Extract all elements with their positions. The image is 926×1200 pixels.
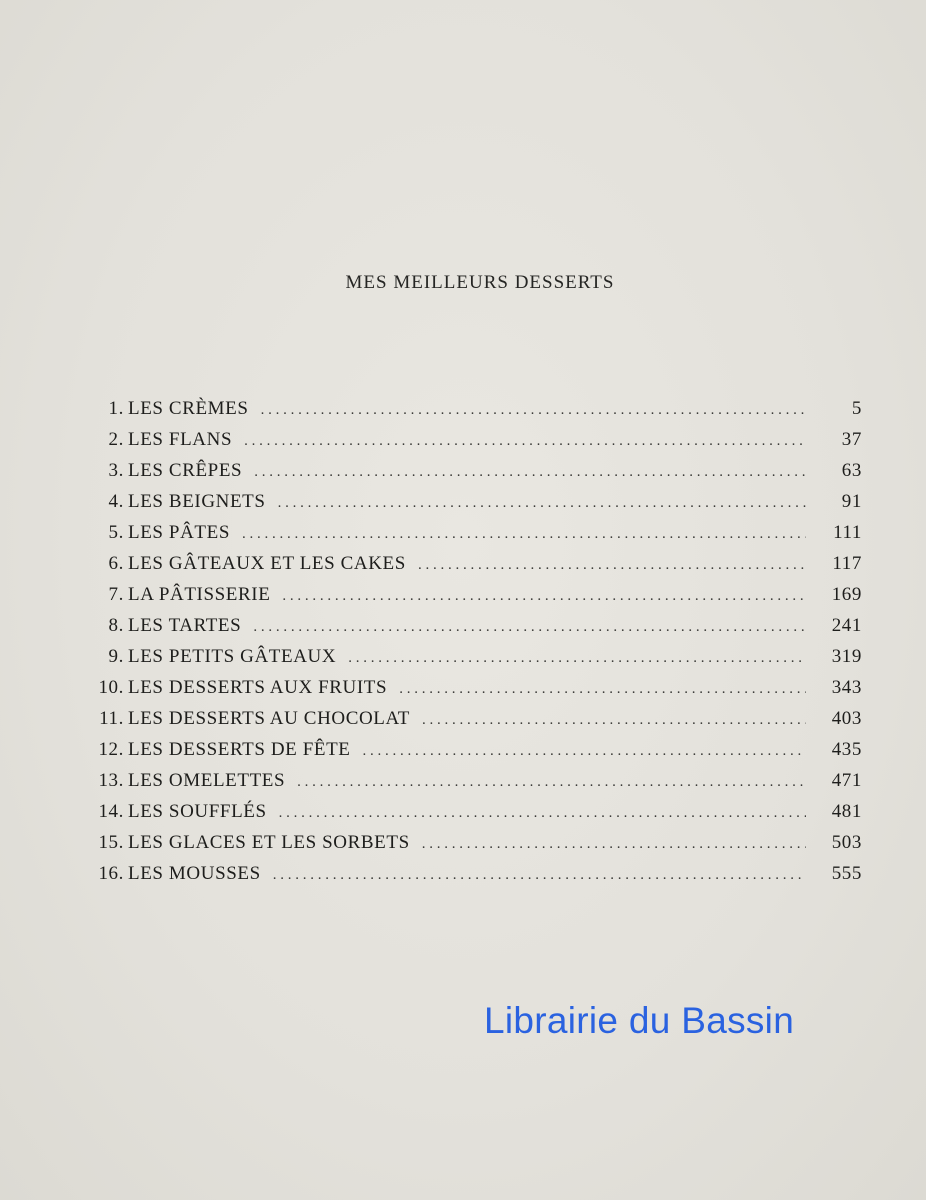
toc-entry-number: 7.	[108, 584, 124, 605]
toc-entry-label: LES DESSERTS AUX FRUITS	[128, 677, 388, 698]
toc-entry-page: 555	[831, 863, 862, 884]
toc-entry-page: 169	[831, 584, 862, 605]
toc-entry	[88, 770, 862, 801]
toc-entry	[88, 739, 862, 770]
toc-entry-label: LES FLANS	[128, 429, 233, 450]
toc-entry-page: 481	[831, 801, 862, 822]
toc-leader-dots	[282, 588, 806, 605]
toc-entry-label: LES PETITS GÂTEAUX	[128, 646, 337, 667]
toc-entry	[88, 863, 862, 894]
toc-entry-label: LES DESSERTS DE FÊTE	[128, 739, 351, 760]
toc-entry-label: LES GLACES ET LES SORBETS	[128, 832, 410, 853]
toc-entry-label: LES MOUSSES	[128, 863, 261, 884]
toc-entry-number: 1.	[108, 398, 124, 419]
toc-entry-page: 319	[831, 646, 862, 667]
toc-leader-dots	[418, 557, 806, 574]
toc-entry-number: 14.	[98, 801, 124, 822]
toc-entry-number: 6.	[108, 553, 124, 574]
toc-entry	[88, 553, 862, 584]
toc-entry-label: LES SOUFFLÉS	[128, 801, 267, 822]
toc-leader-dots	[363, 743, 806, 760]
toc-leader-dots	[422, 836, 806, 853]
toc-entry	[88, 832, 862, 863]
toc-leader-dots	[261, 402, 806, 419]
toc-entry-number: 3.	[108, 460, 124, 481]
toc-entry	[88, 460, 862, 491]
toc-entry	[88, 708, 862, 739]
toc-entry-number: 16.	[98, 863, 124, 884]
toc-entry-page: 91	[841, 491, 862, 512]
toc-leader-dots	[422, 712, 806, 729]
watermark-text: Librairie du Bassin	[484, 1000, 795, 1041]
toc-entry	[88, 615, 862, 646]
toc-entry-label: LES TARTES	[128, 615, 242, 636]
toc-entry-label: LES BEIGNETS	[128, 491, 266, 512]
toc-entry-number: 4.	[108, 491, 124, 512]
toc-leader-dots	[278, 495, 806, 512]
toc-entry-page: 503	[831, 832, 862, 853]
toc-entry-page: 117	[832, 553, 862, 574]
toc-leader-dots	[399, 681, 806, 698]
toc-entry	[88, 646, 862, 677]
toc-leader-dots	[348, 650, 806, 667]
toc-entry-page: 63	[841, 460, 862, 481]
toc-leader-dots	[279, 805, 806, 822]
toc-entry-page: 471	[831, 770, 862, 791]
toc-entry-number: 5.	[108, 522, 124, 543]
toc-entry-number: 8.	[108, 615, 124, 636]
toc-entry-label: LES OMELETTES	[128, 770, 286, 791]
toc-entry-page: 435	[831, 739, 862, 760]
toc-entry-label: LES PÂTES	[128, 522, 230, 543]
toc-entry-page: 111	[833, 522, 862, 543]
toc-entry	[88, 677, 862, 708]
toc-entry-number: 2.	[108, 429, 124, 450]
toc-entry	[88, 584, 862, 615]
toc-entry-number: 12.	[98, 739, 124, 760]
toc-entry-page: 343	[831, 677, 862, 698]
toc-leader-dots	[273, 867, 806, 884]
toc-leader-dots	[254, 464, 806, 481]
toc-leader-dots	[242, 526, 806, 543]
toc-entry-page: 37	[841, 429, 862, 450]
toc-entry-label: LES GÂTEAUX ET LES CAKES	[128, 553, 406, 574]
toc-entry-number: 10.	[98, 677, 124, 698]
toc-entry	[88, 522, 862, 553]
toc-entry-number: 11.	[99, 708, 124, 729]
toc-entry-label: LES CRÈMES	[128, 398, 249, 419]
toc-leader-dots	[244, 433, 806, 450]
toc-entry-label: LA PÂTISSERIE	[128, 584, 271, 605]
toc-entry	[88, 398, 862, 429]
toc-entry-page: 5	[851, 398, 862, 419]
toc-entry-label: LES DESSERTS AU CHOCOLAT	[128, 708, 410, 729]
toc-entry-number: 13.	[98, 770, 124, 791]
page-title: MES MEILLEURS DESSERTS	[345, 272, 615, 293]
table-of-contents	[88, 398, 862, 894]
toc-entry	[88, 801, 862, 832]
toc-entry-label: LES CRÊPES	[128, 460, 243, 481]
toc-entry-page: 403	[831, 708, 862, 729]
toc-entry	[88, 491, 862, 522]
toc-leader-dots	[297, 774, 806, 791]
toc-entry-number: 15.	[98, 832, 124, 853]
toc-entry-page: 241	[831, 615, 862, 636]
toc-entry	[88, 429, 862, 460]
toc-leader-dots	[253, 619, 806, 636]
toc-entry-number: 9.	[108, 646, 124, 667]
